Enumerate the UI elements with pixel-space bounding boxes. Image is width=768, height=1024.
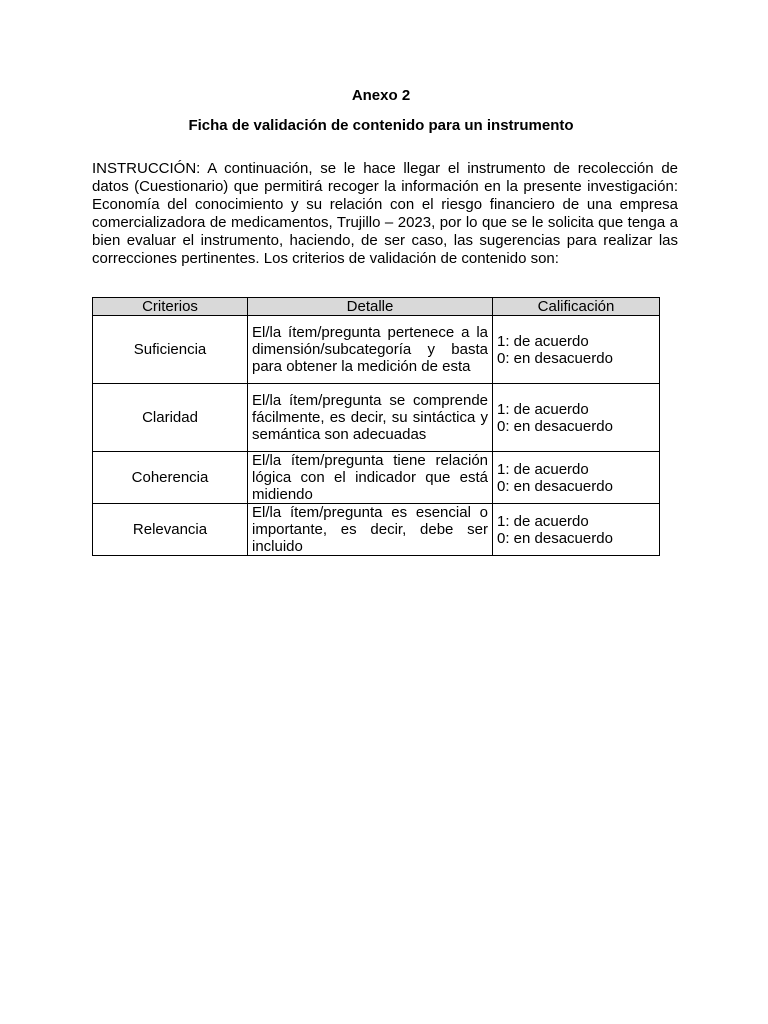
score-agree: 1: de acuerdo (497, 460, 589, 478)
score-disagree: 0: en desacuerdo (497, 417, 613, 435)
form-title: Ficha de validación de contenido para un instrumento (188, 117, 574, 134)
table-row (93, 452, 660, 504)
criterion-cell: Relevancia (93, 504, 248, 556)
detail-cell: El/la ítem/pregunta es esencial o importante, es decir, debe ser incluido (248, 504, 493, 556)
score-cell (493, 452, 660, 504)
header-criterios: Criterios (93, 298, 248, 316)
score-disagree: 0: en desacuerdo (497, 349, 613, 367)
detail-cell: El/la ítem/pregunta tiene relación lógica con el indicador que está midiendo (248, 452, 493, 504)
header-detalle: Detalle (248, 298, 493, 316)
table-row (93, 384, 660, 452)
score-cell (493, 384, 660, 452)
detail-cell: El/la ítem/pregunta se comprende fácilmente, es decir, su sintáctica y semántica son adecuadas (248, 384, 493, 452)
score-disagree: 0: en desacuerdo (497, 477, 613, 495)
table-row (93, 316, 660, 384)
table-header-row (93, 298, 660, 316)
score-agree: 1: de acuerdo (497, 512, 589, 530)
annex-title: Anexo 2 (351, 87, 411, 104)
detail-cell: El/la ítem/pregunta pertenece a la dimensión/subcategoría y basta para obtener la medición de esta (248, 316, 493, 384)
score-cell (493, 316, 660, 384)
table-row (93, 504, 660, 556)
score-disagree: 0: en desacuerdo (497, 529, 613, 547)
criterion-cell: Suficiencia (93, 316, 248, 384)
score-agree: 1: de acuerdo (497, 400, 589, 418)
criterion-cell: Claridad (93, 384, 248, 452)
header-calificacion: Calificación (493, 298, 660, 316)
validation-criteria-table (92, 297, 660, 556)
score-cell (493, 504, 660, 556)
instruction-paragraph: INSTRUCCIÓN: A continuación, se le hace llegar el instrumento de recolección de datos (Cuestionario) que permitirá recoger la información en la presente investigación: Economía del conocimiento y su relación con el riesgo financiero de una empresa comercializadora de medicamentos, Trujillo – 2023, por lo que se le solicita que tenga a bien evaluar el instrumento, haciendo, de ser caso, las sugerencias para realizar las correcciones pertinentes. Los criterios de validación de contenido son: (92, 160, 678, 267)
score-agree: 1: de acuerdo (497, 332, 589, 350)
criterion-cell: Coherencia (93, 452, 248, 504)
